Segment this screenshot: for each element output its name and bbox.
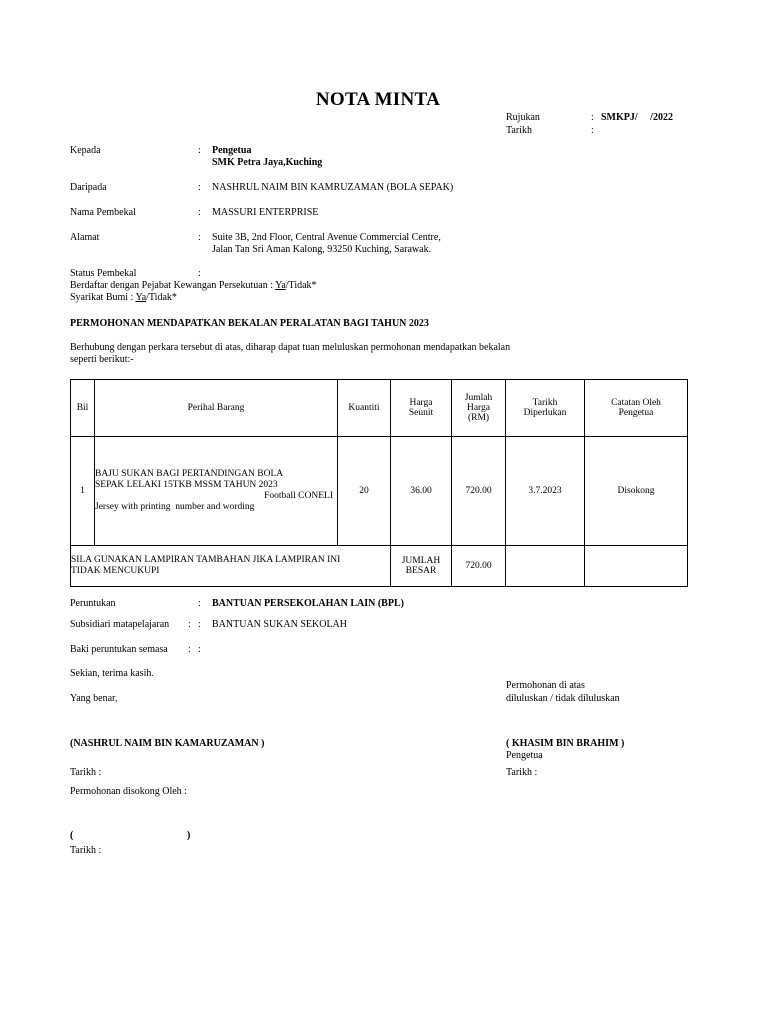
berdaftar-line (70, 280, 317, 291)
lampiran-line1: SILA GUNAKAN LAMPIRAN TAMBAHAN JIKA LAMPIRAN INI (71, 555, 341, 565)
alamat-colon: : (198, 232, 201, 243)
cell-lampiran-note (71, 546, 391, 587)
berdaftar-prefix: Berdaftar dengan Pejabat Kewangan Persekutuan : (70, 280, 276, 291)
rujukan-value: SMKPJ/ /2022 (601, 112, 673, 123)
kepada-colon: : (198, 145, 201, 156)
table-row (71, 437, 688, 546)
subsidiari-colon-2: : (198, 619, 201, 630)
approval-line2: diluluskan / tidak diluluskan (506, 693, 620, 704)
disokong-label: Permohonan disokong Oleh : (70, 786, 187, 797)
bumi-suffix: /Tidak* (146, 292, 177, 303)
tarikh-line1: Tarikh (532, 398, 558, 408)
kepada-label: Kepada (70, 145, 101, 156)
status-colon: : (198, 268, 201, 279)
rujukan-colon: : (591, 112, 594, 123)
perihal-line1: BAJU SUKAN BAGI PERTANDINGAN BOLA (95, 469, 284, 479)
berdaftar-ya: Ya (275, 280, 286, 291)
principal-name: ( KHASIM BIN BRAHIM ) (506, 738, 625, 749)
jumlah-line1: Jumlah (464, 393, 493, 403)
subsidiari-value: BANTUAN SUKAN SEKOLAH (212, 619, 347, 630)
pembekal-colon: : (198, 207, 201, 218)
subsidiari-label: Subsidiari matapelajaran (70, 619, 170, 630)
cell-jumlah-besar-value: 720.00 (452, 546, 506, 587)
alamat-line1: Suite 3B, 2nd Floor, Central Avenue Commercial Centre, (212, 232, 441, 243)
peruntukan-colon: : (198, 598, 201, 609)
bumi-prefix: Syarikat Bumi : (70, 292, 136, 303)
cell-harga-seunit: 36.00 (391, 437, 452, 546)
col-header-kuantiti: Kuantiti (338, 380, 391, 437)
cell-tarikh: 3.7.2023 (506, 437, 585, 546)
page-title: NOTA MINTA (315, 89, 441, 110)
berdaftar-suffix: /Tidak* (285, 280, 317, 291)
tarikh-label: Tarikh (506, 125, 532, 136)
lampiran-line2: TIDAK MENCUKUPI (71, 566, 160, 576)
col-header-jumlah (452, 380, 506, 437)
sekian-text: Sekian, terima kasih. (70, 668, 154, 679)
harga-seunit-line2: Seunit (408, 408, 434, 418)
cell-perihal (95, 437, 338, 546)
permohonan-para-line1: Berhubung dengan perkara tersebut di atas, diharap dapat tuan meluluskan permohonan mendapatkan bekalan (70, 342, 511, 353)
jumlah-besar-line1: JUMLAH (401, 556, 441, 566)
supporter-open-paren: ( (70, 830, 74, 841)
harga-seunit-line1: Harga (409, 398, 433, 408)
jumlah-line2: Harga (466, 403, 491, 413)
pembekal-value: MASSURI ENTERPRISE (212, 207, 319, 218)
cell-jumlah-besar-label (391, 546, 452, 587)
baki-colon-1: : (188, 644, 191, 655)
cell-jumlah: 720.00 (452, 437, 506, 546)
cell-bil: 1 (71, 437, 95, 546)
permohonan-para-line2: seperti berikut:- (70, 354, 134, 365)
peruntukan-value: BANTUAN PERSEKOLAHAN LAIN (BPL) (212, 598, 404, 609)
principal-tarikh: Tarikh : (506, 767, 538, 778)
bumi-ya: Ya (135, 292, 147, 303)
catatan-line1: Catatan Oleh (611, 398, 661, 408)
subsidiari-colon-1: : (188, 619, 191, 630)
yang-benar-text: Yang benar, (70, 693, 118, 704)
applicant-tarikh: Tarikh : (70, 767, 102, 778)
permohonan-heading: PERMOHONAN MENDAPATKAN BEKALAN PERALATAN BAGI TAHUN 2023 (70, 318, 429, 329)
col-header-tarikh (506, 380, 585, 437)
baki-label: Baki peruntukan semasa (70, 644, 168, 655)
approval-line1: Permohonan di atas (506, 680, 585, 691)
alamat-line2: Jalan Tan Sri Aman Kalong, 93250 Kuching, Sarawak. (212, 244, 432, 255)
daripada-label: Daripada (70, 182, 107, 193)
bumi-line (70, 292, 177, 303)
alamat-label: Alamat (70, 232, 100, 243)
principal-title: Pengetua (506, 750, 543, 761)
supporter-close-paren: ) (187, 830, 191, 841)
perihal-line3: Football CONELI (264, 491, 333, 501)
jumlah-besar-line2: BESAR (405, 566, 437, 576)
table-total-row (71, 546, 688, 587)
cell-catatan: Disokong (585, 437, 688, 546)
jumlah-line3: (RM) (467, 413, 490, 423)
pembekal-label: Nama Pembekal (70, 207, 136, 218)
perihal-line4: Jersey with printing number and wording (95, 502, 255, 512)
catatan-line2: Pengetua (618, 408, 654, 418)
col-header-bil: Bil (71, 380, 95, 437)
col-header-catatan (585, 380, 688, 437)
col-header-harga-seunit (391, 380, 452, 437)
status-label: Status Pembekal (70, 268, 137, 279)
col-header-perihal: Perihal Barang (95, 380, 338, 437)
tarikh-line2: Diperlukan (523, 408, 567, 418)
items-table (70, 379, 688, 587)
daripada-value: NASHRUL NAIM BIN KAMRUZAMAN (BOLA SEPAK) (212, 182, 454, 193)
kepada-line2: SMK Petra Jaya,Kuching (212, 157, 323, 168)
table-header-row (71, 380, 688, 437)
baki-colon-2: : (198, 644, 201, 655)
cell-empty-tarikh (506, 546, 585, 587)
tarikh-colon: : (591, 125, 594, 136)
daripada-colon: : (198, 182, 201, 193)
supporter-tarikh: Tarikh : (70, 845, 102, 856)
cell-kuantiti: 20 (338, 437, 391, 546)
kepada-line1: Pengetua (212, 145, 252, 156)
perihal-line2: SEPAK LELAKI 15TKB MSSM TAHUN 2023 (95, 480, 278, 490)
applicant-name: (NASHRUL NAIM BIN KAMARUZAMAN ) (70, 738, 265, 749)
rujukan-label: Rujukan (506, 112, 540, 123)
cell-empty-catatan (585, 546, 688, 587)
peruntukan-label: Peruntukan (70, 598, 116, 609)
